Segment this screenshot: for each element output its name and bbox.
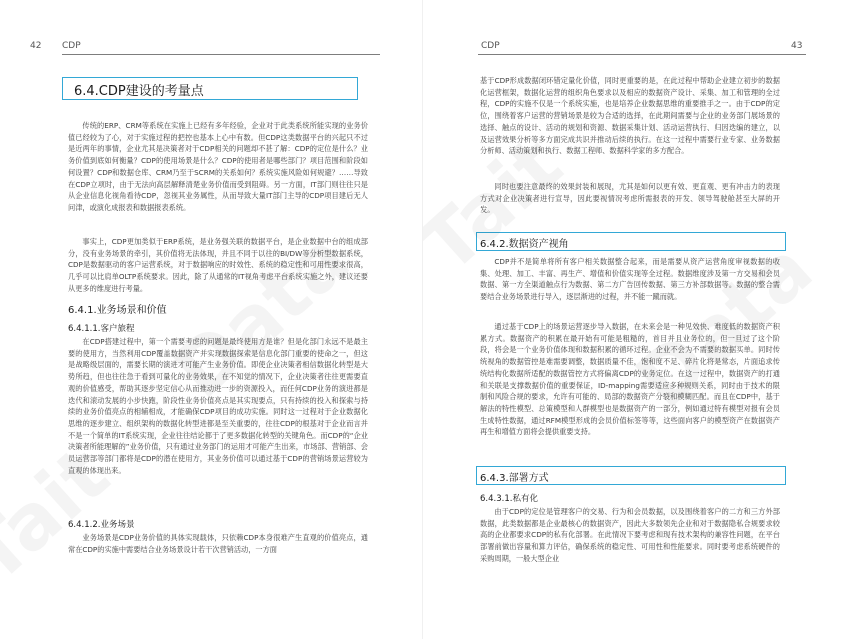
left-paragraph-3: 在CDP搭建过程中，第一个需要考虑的问题是最终使用方是谁？但是化部门永远不是最主要的使用方，当然利用CDP覆盖数据资产并实现数据探索是信息化部门重要的使命之一，但这是战略级层面的，需要长期的演进才可能产生业务价值。即使企业决策者相信数据化转型是大势所趋，但也往往急于看到可量化的业务效果，在不知觉的情况下，企业决策者往往更需要直观的价值感受，帮助其逐步坚定信心从而推动进一步的资源投入，而任何CDP业务的演进都是迭代和滚动发展的小步快跑，阶段性业务价值亮点是其实现要点，只有持续的投入和探索与持续的业务价值亮点的相辅相成，才能确保CDP项目的成功实施。同时这一过程对于企业数据化思维的逐步建立、组织架构的数据化转型进都是至关重要的，往往CDP的根基对于企业而言并不是一个简单的IT系统实现，企业往往结论都于了更多数据化转型的关键角色。而CDP的“企业决策者所能理解的”业务价值，只有通过业务部门的运用才可能产生出来，市场部、营销部、会员运营部等部门都将是CDP的潜在使用方，其业务价值可以通过基于CDP的营销场景运营较为直观的体现出来。	[68, 337, 368, 475]
subsection-title-6-4-3: 6.4.3.部署方式	[480, 473, 549, 484]
left-paragraph-4: 业务场景是CDP业务价值的具体实现载体，只依赖CDP本身很难产生直观的价值亮点，通常在CDP的实施中需要结合业务场景设计若干次营销活动，一方面	[68, 533, 368, 554]
section-title: 6.4.CDP建设的考量点	[74, 84, 204, 99]
heading-6-4-1-2: 6.4.1.2.业务场景	[68, 520, 135, 530]
right-paragraph-4: 通过基于CDP上的场景运营逐步导入数据，在未来会是一种见效快、难度低的数据资产积累方式。数据资产的积累在最开始有可能是粗糙的，首目并且业务位的，但一旦过了这个阶段，将会是一个业务价值体现和数据积累的循环过程。企业不会为不需要的数据买单。同时传统视角的数据管控是难需要调整，数据质量不佳，饱和度不足、碎片化将是常态，片面追求传统结构化数据所适配的数据管控方式将偏离CDP的业务定位。在这一过程中，数据资产的打通和关联是支撑数据价值的重要保证，ID-mapping需要适应多种规则关系，同时由于技术的限制和风险合规的要求，允许有可能的、局部的数据资产分裂和模糊匹配。而且在CDP中，基于解法的特性模型、总策模型和人群模型也是数据资产的一部分，例如通过特有模型对报有会员生成特性数据，通过RFM模型形成的会员价值标签等等，这些面向客户的模型资产在数据资产再生和增值方面将会提供重要支持。	[480, 322, 780, 437]
left-paragraph-2: 事实上，CDP更加类似于ERP系统，是业务强关联的数据平台，是企业数据中台的组成部分，没有业务场景的牵引，其价值将无法体现，并且不同于以往的BI/DW等分析型数据系统，CDP是数据驱动的客户运营系统，对于数据响应的时效性、系统的稳定性和可用性要求很高，几乎可以比肩单OLTP系统要求。因此，除了从通常的IT视角考虑平台系统实施之外，建议还要从更多的维度进行考量。	[68, 237, 368, 293]
right-paragraph-5: 由于CDP的定位是管理客户的交易、行为和会员数据，以及围绕着客户的二方和三方外部数据，此类数据都是企业最核心的数据资产，因此大多数领先企业和对于数据隐私合规要求较高的企业都要求CDP的私有化部署。在此情况下要考虑和现有技术架构的兼容性问题，在平台部署前做出容量和算力评估，确保系统的稳定性、可用性和性能要求。同时要考虑系统硬件的采购周期，一般大型企业	[480, 507, 780, 563]
right-page	[423, 0, 845, 639]
subsection-title-6-4-1: 6.4.1.业务场景和价值	[68, 305, 167, 316]
left-page	[0, 0, 422, 639]
heading-6-4-1-1: 6.4.1.1.客户旅程	[68, 324, 135, 334]
heading-6-4-3-1: 6.4.3.1.私有化	[480, 494, 538, 504]
right-header-rule	[478, 54, 806, 55]
right-page-number: 43	[791, 41, 803, 51]
right-running-header: CDP	[481, 41, 500, 51]
left-header-rule	[62, 54, 380, 55]
left-page-number: 42	[30, 41, 42, 51]
right-paragraph-3: CDP并不是简单将所有客户相关数据整合起来，而是需要从资产运营角度审视数据的收集、处理、加工、丰富、再生产、增值和价值实现等全过程。数据维度涉及第一方交易和会员数据、第一方全渠道触点行为数据、第二方广告回传数据、第三方补部数据等。数据的整合需要结合业务场景进行导入，逐层渐进的过程，并不能一蹴而就。	[480, 257, 780, 302]
subsection-title-6-4-2: 6.4.2.数据资产视角	[480, 239, 569, 250]
right-paragraph-2: 同时也要注意最终的效果封装和展现，尤其是如何以更有效、更直观、更有冲击力的表现方式对企业决策者进行宣导，因此要视情况考虑所需报表的开发、领导驾驶舱甚至大屏的开发。	[480, 182, 780, 215]
right-paragraph-1: 基于CDP形成数据闭环错定量化价值，同时更重要的是，在此过程中帮助企业建立初步的数据化运营框架，数据化运营的组织角色要求以及相应的数据资产设计、采集、加工和管理的全过程，CDP的实施不仅是一个系统实施，也是培养企业数据思维的重要推手之一。由于CDP的定位，围绕着客户运营的营销场景是较为合适的选择，在此期间需要与企业的业务部门展场景的选择、触点的设计、活动的规划和资源、数据采集计划、活动运营执行、归因迭编的建立，以及运营效果分析等多方面完成共识并推动后续的执行。在这一过程中需要行业专家、业务数据分析师、活动策划和执行、数据工程师、数据科学家的多方配合。	[480, 76, 780, 156]
left-paragraph-1: 传统的ERP、CRM等系统在实施上已经有多年经验，企业对于此类系统所能实现的业务价值已经较为了心，对于实施过程的把控也基本上心中有数。但CDP这类数据平台的兴起只不过是近两年的事情，企业尤其是决策者对于CDP相关的问题却不甚了解：CDP的定位是什么？业务价值到底如何衡量？CDP的使用场景是什么？CDP的使用者是哪些部门？项目范围和阶段如何设置？CDP和数据仓库、CRM乃至于SCRM的关系如何？系统实施风险如何规避？……导致在CDP立项时，由于无法向高层解释清楚业务价值而受到阻碍。另一方面，IT部门则往往只是从企业信息化视角看待CDP，忽视其业务属性，从而导致大量IT部门主导的CDP项目建后无人问津，或演化成报表和数据报表系统。	[68, 121, 368, 212]
left-running-header: CDP	[62, 41, 81, 51]
